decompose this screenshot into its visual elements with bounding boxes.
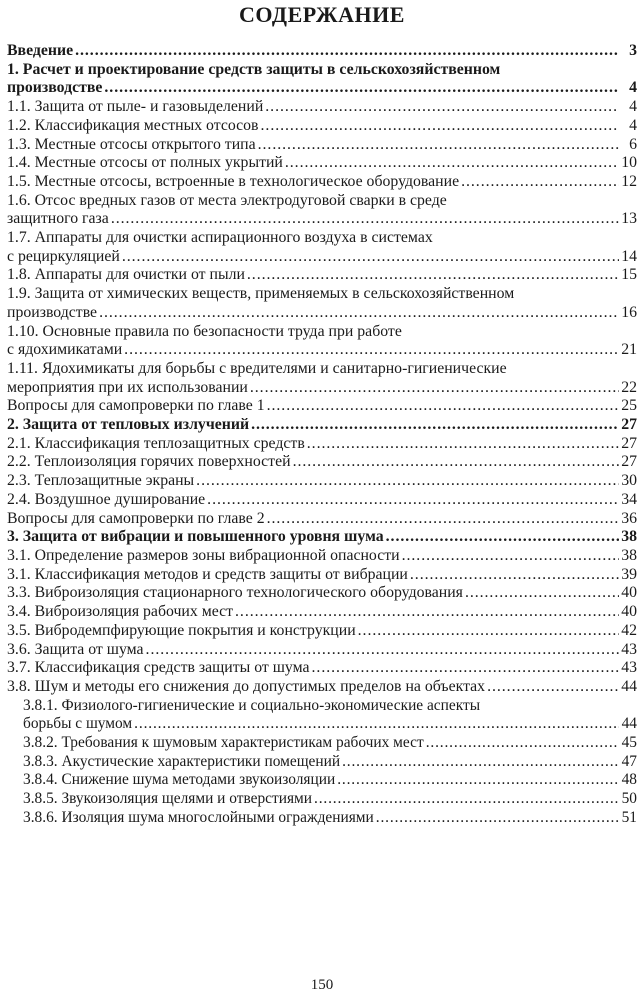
toc-entry-row — [7, 379, 637, 398]
toc-entry-row — [7, 603, 637, 622]
toc-entry-title-line: мероприятия при их использовании — [7, 378, 248, 396]
dot-leader — [235, 603, 619, 622]
toc-entry — [7, 136, 637, 155]
toc-entry — [7, 360, 637, 397]
toc-entry — [7, 229, 637, 266]
toc-entry-row — [23, 809, 637, 828]
toc-entry-title-line: 1.3. Местные отсосы открытого типа — [7, 135, 256, 153]
toc-entry-page: 6 — [629, 135, 637, 153]
toc-entry-page: 34 — [621, 490, 637, 508]
dot-leader — [487, 678, 619, 697]
toc-entry-row — [7, 173, 637, 192]
dot-leader — [342, 753, 619, 772]
dot-leader — [99, 304, 619, 323]
toc-entry-page: 48 — [621, 771, 637, 789]
dot-leader — [267, 397, 619, 416]
toc-entry — [7, 491, 637, 510]
toc-entry — [7, 266, 637, 285]
toc-entry-title-line: 3.8.1. Физиолого-гигиенические и социально-экономические аспекты — [23, 696, 481, 714]
dot-leader — [293, 453, 619, 472]
toc-entry-page: 4 — [629, 116, 637, 134]
toc-entry-page: 4 — [629, 79, 637, 97]
toc-entry-row — [7, 435, 637, 454]
toc-entry — [7, 809, 637, 828]
toc-entry-row — [7, 659, 637, 678]
toc-entry-title-line: 3.7. Классификация средств защиты от шума — [7, 659, 310, 677]
toc-entry-row — [7, 210, 637, 229]
toc-entry-row — [7, 248, 637, 267]
toc-entry-row — [7, 641, 637, 660]
toc-entry-title-line: 3.6. Защита от шума — [7, 640, 144, 658]
toc-entry-row — [7, 136, 637, 155]
dot-leader — [146, 641, 619, 660]
toc-entry — [7, 510, 637, 529]
toc-entry-title-line: 2. Защита от тепловых излучений — [7, 416, 250, 434]
toc-entry — [7, 566, 637, 585]
dot-leader — [111, 210, 619, 229]
toc-entry — [7, 603, 637, 622]
toc-entry-title-line: 3.8.4. Снижение шума методами звукоизоляции — [23, 771, 336, 789]
toc-entry-title-line: 1.9. Защита от химических веществ, применяемых в сельскохозяйственном — [7, 285, 515, 303]
toc-entry — [7, 547, 637, 566]
toc-entry — [7, 192, 637, 229]
toc-entry-title-line: 3.5. Вибродемпфирующие покрытия и конструкции — [7, 621, 356, 639]
toc-entry-page: 36 — [621, 509, 637, 527]
toc-entry-page: 44 — [621, 677, 637, 695]
toc-entry-title-line: 3.8.3. Акустические характеристики помещений — [23, 752, 341, 770]
toc-entry-title-line: 2.1. Классификация теплозащитных средств — [7, 434, 305, 452]
toc-entry-row — [23, 790, 637, 809]
toc-entry-row — [7, 397, 637, 416]
toc-entry-title-line: 1.7. Аппараты для очистки аспирационного воздуха в системах — [7, 229, 433, 247]
toc-entry-title-line: 3. Защита от вибрации и повышенного уровня шума — [7, 528, 384, 546]
toc-entry-title-line: 3.8.6. Изоляция шума многослойными ограждениями — [23, 808, 374, 826]
toc-entry-title-line: с ядохимикатами — [7, 341, 123, 359]
toc-entry — [7, 697, 637, 734]
toc-entry-title-line: Вопросы для самопроверки по главе 1 — [7, 397, 265, 415]
toc-entry-page: 21 — [621, 341, 637, 359]
toc-entry-row — [7, 584, 637, 603]
toc-entry — [7, 678, 637, 697]
toc-entry-title-line: 1.5. Местные отсосы, встроенные в технологическое оборудование — [7, 172, 460, 190]
dot-leader — [314, 790, 619, 809]
toc-entry-page: 12 — [621, 172, 637, 190]
dot-leader — [312, 659, 619, 678]
toc-entry-page: 42 — [621, 621, 637, 639]
dot-leader — [134, 715, 619, 734]
toc-entry-row — [7, 566, 637, 585]
toc-entry — [7, 472, 637, 491]
toc-entry — [7, 528, 637, 547]
toc-entry — [7, 584, 637, 603]
toc-entry-row — [23, 771, 637, 790]
toc-entry — [7, 753, 637, 772]
toc-entry — [7, 641, 637, 660]
toc-entry — [7, 453, 637, 472]
toc-entry-page: 40 — [621, 584, 637, 602]
toc-entry-page: 51 — [621, 808, 637, 826]
toc-entry-title-line: 1.2. Классификация местных отсосов — [7, 116, 259, 134]
toc-entry — [7, 790, 637, 809]
toc-entry-page: 43 — [621, 640, 637, 658]
toc-entry-title-line: 2.2. Теплоизоляция горячих поверхностей — [7, 453, 291, 471]
toc-entry-page: 13 — [621, 210, 637, 228]
toc-entry-row — [7, 154, 637, 173]
toc-entry-page: 50 — [621, 790, 637, 808]
toc-entry-title-line: 1.10. Основные правила по безопасности труда при работе — [7, 322, 402, 340]
toc-entry-row — [7, 622, 637, 641]
toc-entry-row — [7, 528, 637, 547]
toc-entry-row — [7, 98, 637, 117]
dot-leader — [465, 584, 619, 603]
dot-leader — [247, 266, 619, 285]
toc-entry-page: 39 — [621, 565, 637, 583]
toc-entry — [7, 285, 637, 322]
toc-entry-title-line: 1. Расчет и проектирование средств защиты в сельскохозяйственном — [7, 60, 501, 78]
toc-entry — [7, 98, 637, 117]
dot-leader — [285, 154, 619, 173]
toc-entry-title-line: 1.8. Аппараты для очистки от пыли — [7, 266, 245, 284]
toc-entry — [7, 117, 637, 136]
toc-entry — [7, 734, 637, 753]
toc-entry-title-line: производстве — [7, 79, 103, 97]
toc-entry-title-line: 3.4. Виброизоляция рабочих мест — [7, 603, 234, 621]
dot-leader — [104, 79, 619, 98]
toc-entry — [7, 771, 637, 790]
toc-entry-row — [7, 510, 637, 529]
dot-leader — [124, 341, 619, 360]
dot-leader — [265, 98, 619, 117]
dot-leader — [258, 136, 619, 155]
dot-leader — [196, 472, 619, 491]
toc-entry-title-line: Вопросы для самопроверки по главе 2 — [7, 509, 265, 527]
dot-leader — [376, 809, 619, 828]
toc-entry — [7, 659, 637, 678]
toc-entry-row — [7, 117, 637, 136]
toc-entry-page: 27 — [621, 453, 637, 471]
toc-entry — [7, 323, 637, 360]
toc-entry-row — [7, 79, 637, 98]
toc-entry-page: 43 — [621, 659, 637, 677]
dot-leader — [261, 117, 619, 136]
dot-leader — [207, 491, 619, 510]
toc-entry — [7, 173, 637, 192]
toc-entry-page: 16 — [621, 303, 637, 321]
toc-entry-page: 15 — [621, 266, 637, 284]
toc-entry — [7, 42, 637, 61]
dot-leader — [410, 566, 619, 585]
toc-entry-row — [7, 266, 637, 285]
toc-entry-page: 27 — [621, 434, 637, 452]
toc-entry-title-line: 2.4. Воздушное душирование — [7, 490, 206, 508]
toc-entry-title-line: 1.11. Ядохимикаты для борьбы с вредителями и санитарно-гигиенические — [7, 359, 507, 377]
toc-entry-title-line: 3.1. Определение размеров зоны вибрационной опасности — [7, 546, 400, 564]
dot-leader — [337, 771, 619, 790]
toc-entry — [7, 397, 637, 416]
toc-entry-row — [7, 547, 637, 566]
dot-leader — [250, 379, 619, 398]
toc-entry-row — [7, 491, 637, 510]
toc-entry-row — [23, 753, 637, 772]
toc-entry-row — [23, 715, 637, 734]
dot-leader — [122, 248, 619, 267]
dot-leader — [426, 734, 619, 753]
dot-leader — [267, 510, 619, 529]
toc-entry-page: 3 — [629, 42, 637, 59]
toc-entry-page: 22 — [621, 378, 637, 396]
toc-entry-title-line: 3.8.2. Требования к шумовым характеристикам рабочих мест — [23, 734, 424, 752]
toc-entry-title-line: 3.8.5. Звукоизоляция щелями и отверстиями — [23, 790, 313, 808]
page-number: 150 — [310, 977, 334, 993]
dot-leader — [75, 42, 619, 61]
toc-entry-row — [7, 304, 637, 323]
toc-entry-title-line: производстве — [7, 303, 98, 321]
toc-entry-page: 38 — [621, 528, 637, 546]
dot-leader — [307, 435, 619, 454]
toc-entry-title-line: 1.1. Защита от пыле- и газовыделений — [7, 98, 264, 116]
toc-entry-page: 38 — [621, 546, 637, 564]
toc-entry-page: 44 — [621, 715, 637, 733]
toc-entry-row — [7, 341, 637, 360]
toc-entry-page: 4 — [629, 98, 637, 116]
dot-leader — [386, 528, 619, 547]
toc-entry-page: 30 — [621, 472, 637, 490]
toc-entry — [7, 435, 637, 454]
toc-entry-title-line: 1.4. Местные отсосы от полных укрытий — [7, 154, 283, 172]
toc-entry-title-line: 1.6. Отсос вредных газов от места электродуговой сварки в среде — [7, 191, 447, 209]
dot-leader — [461, 173, 619, 192]
toc-entry-page: 27 — [621, 416, 637, 434]
toc-entry-page: 45 — [621, 734, 637, 752]
toc-entry-title-line: 2.3. Теплозащитные экраны — [7, 472, 195, 490]
toc-entry-title-line: с рециркуляцией — [7, 247, 120, 265]
toc-entry-page: 10 — [621, 154, 637, 172]
toc-entry-row — [7, 472, 637, 491]
toc-entry-title-line: 3.8. Шум и методы его снижения до допустимых пределов на объектах — [7, 677, 486, 695]
toc-entry — [7, 154, 637, 173]
toc-entry-page: 47 — [621, 752, 637, 770]
dot-leader — [358, 622, 619, 641]
toc-entry-page: 40 — [621, 603, 637, 621]
toc-entry-page: 14 — [621, 247, 637, 265]
dot-leader — [251, 416, 619, 435]
table-of-contents — [7, 42, 637, 828]
toc-entry — [7, 61, 637, 98]
toc-entry — [7, 416, 637, 435]
toc-entry-row — [7, 42, 637, 61]
toc-entry-row — [7, 678, 637, 697]
toc-entry-title-line: 3.3. Виброизоляция стационарного технологического оборудования — [7, 584, 463, 602]
toc-entry-title-line: Введение — [7, 42, 74, 59]
toc-entry-title-line: борьбы с шумом — [23, 715, 133, 733]
page-title: СОДЕРЖАНИЕ — [239, 2, 405, 27]
toc-entry — [7, 622, 637, 641]
toc-entry-row — [23, 734, 637, 753]
toc-entry-page: 25 — [621, 397, 637, 415]
toc-entry-row — [7, 453, 637, 472]
toc-entry-row — [7, 416, 637, 435]
toc-entry-title-line: 3.1. Классификация методов и средств защиты от вибрации — [7, 565, 408, 583]
dot-leader — [402, 547, 619, 566]
toc-entry-title-line: защитного газа — [7, 210, 109, 228]
